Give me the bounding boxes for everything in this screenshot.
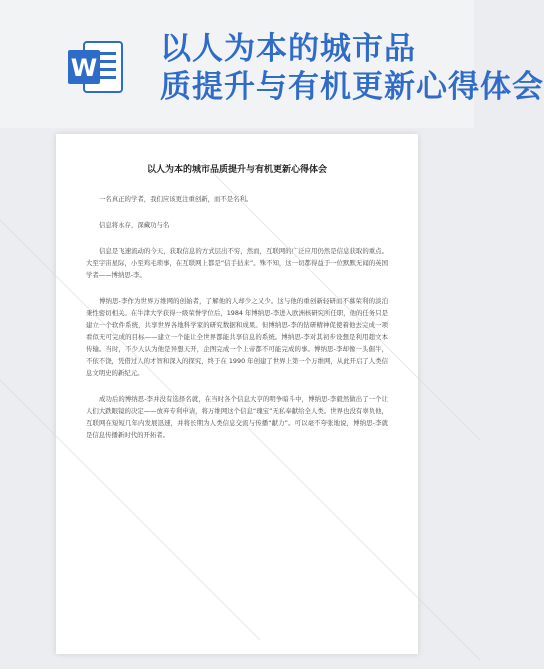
paragraph-4: 博纳思-李作为世界万维网的创始者，了解他的人却少之又少。这与他的重创新轻研而不慕荣利的淡泊秉性密切相关。在牛津大学获得一级荣誉学位后，1984 年博纳思-李进入欧洲核研究所任职，他的任务只是建立一个软件系统，共享世界各地科学家的研究数据和成果。但博纳思-李的钻研精神促使着他去完成一项看似无可完成的目标——建立一个能让全世界都能共享信息的系统。博纳思-李对其初步设想是利用超文本传输。当时，不少人认为他是异想天开，企图完成一个上帝都不可能完成的事。博纳思-李却像一头倔牛，不依不饶，凭借过人的才智和深入的探究，终于在 1990 年创建了世界上第一个万维网，从此开启了人类信息文明史的新纪元。 [86,297,388,377]
document-page [56,134,418,654]
banner-title-line2: 质提升与有机更新心得体会 [160,69,544,105]
banner-title-line1: 以人为本的城市品 [160,31,416,67]
paragraph-1: 一名真正的学者，我们应该更注重创新，而不是名利。 [99,195,253,203]
paragraph-3: 信息是飞速流动的今天，获取信息的方式层出不穷，然而，互联网的广泛应用仍然是信息获取的重点。大至宇宙星际，小至鸡毛琐事，在互联网上都是“信手拈来”。殊不知，这一切都得益于一位默默无闻的英国学者——博纳思-李。 [86,247,388,279]
paragraph-5: 成功后的博纳思-李并没有选择名就，在当时各个信息大亨的明争暗斗中，博纳思-李毅然做出了一个让人们大跌眼镜的决定——放弃专利申请，将万维网这个信息“瑰宝”无私奉献给全人类。世界也没有辜负他，互联网在短短几年内发展迅速，并将长期为人类信息交流与传播“献力”。可以毫不夸张地说，博纳思-李就是信息传播新时代的开拓者。 [86,395,388,439]
svg-text:W: W [70,54,98,82]
word-icon [66,38,124,96]
banner [0,0,544,128]
banner-title [160,30,544,106]
paragraph-2: 信息将永存，深藏功与名 [99,221,170,229]
document-title: 以人为本的城市品质提升与有机更新心得体会 [146,165,327,175]
